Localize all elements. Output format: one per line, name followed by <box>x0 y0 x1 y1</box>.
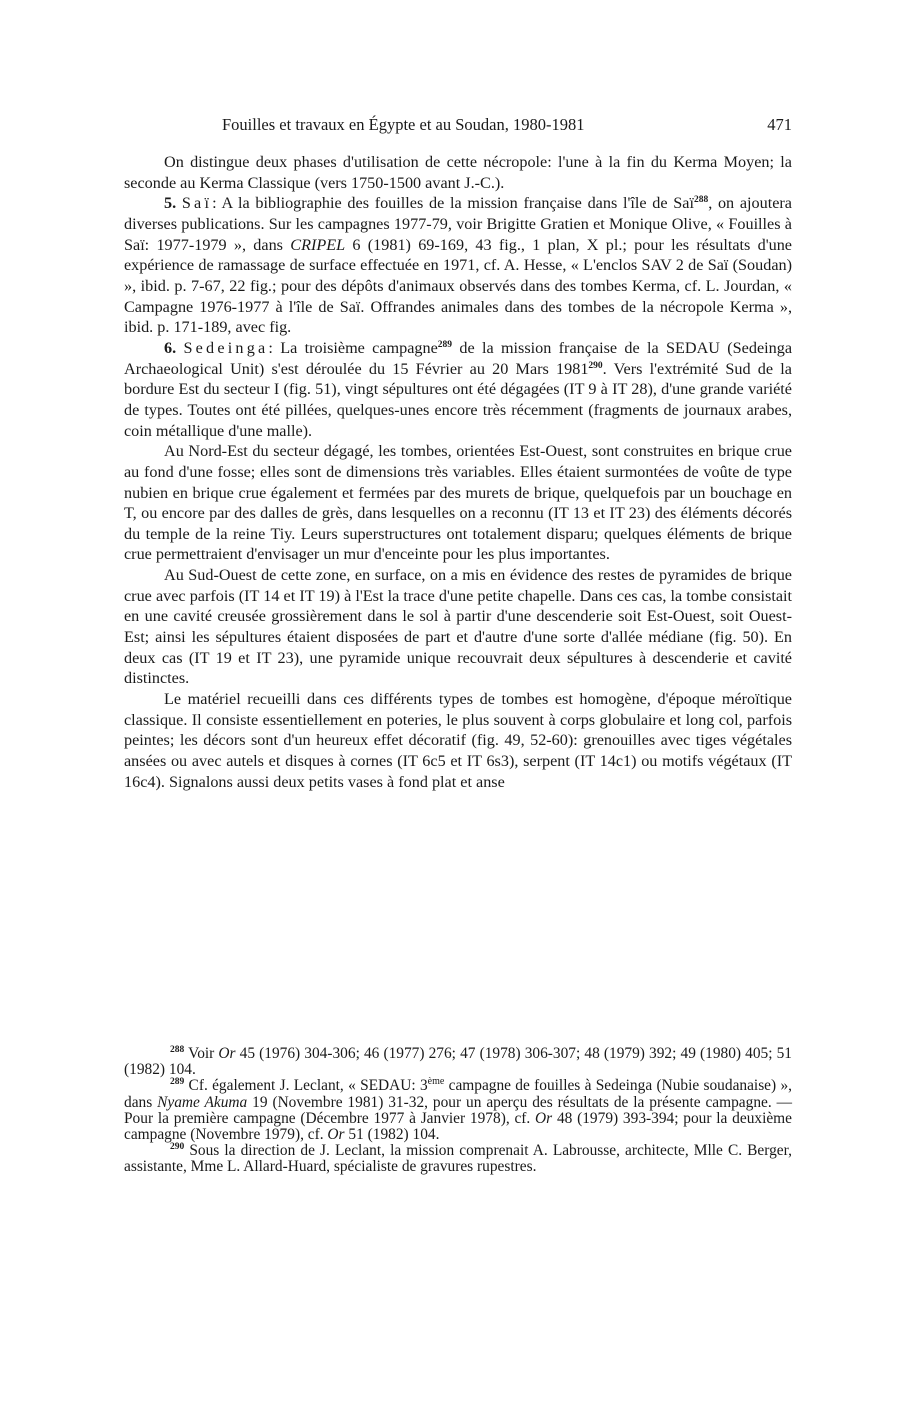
section-number: 5. <box>164 194 177 213</box>
text-run: 6 (1981) 69-169, 43 fig., 1 plan, X pl.; pour les résultats d'une expérience de ramassage de surface effectuée en 1971, cf. A. Hesse, « L'enclos SAV 2 de Saï (Soudan) », ibid. p. 7-67, 22 fig.; pour des dépôts d'animaux observés dans des tombes Kerma, cf. L. Jourdan, « Campagne 1976-1977 à l'île de Saï. Offrandes animales dans des tombes de la nécropole Kerma », ibid. p. 171-189, avec fig. <box>124 235 792 337</box>
paragraph-materiel: Le matériel recueilli dans ces différents types de tombes est homogène, d'époque méroïtique classique. Il consiste essentiellement en poteries, le plus souvent à corps globulaire et long col, parfois peintes; les décors sont d'un heureux effet décoratif (fig. 49, 52-60): grenouilles avec tiges végétales ansées ou avec autels et disques à cornes (IT 6c5 et IT 6s3), serpent (IT 14c1) ou motifs végétaux (IT 16c4). Signalons aussi deux petits vases à fond plat et anse <box>124 690 792 791</box>
paragraph-nord-est: Au Nord-Est du secteur dégagé, les tombes, orientées Est-Ouest, sont construites en brique crue au fond d'une fosse; elles sont de dimensions très variables. Elles étaient surmontées de voûte de type nubien en brique crue également et fermées par des murets de brique, quelquefois par un bouchage en T, ou encore par des dalles de grès, dans lesquelles on a reconnu (IT 13 et IT 23) des éléments décorés du temple de la reine Tiy. Leurs superstructures ont totalement disparu; quelques éléments de brique crue permettraient d'envisager un mur d'enceinte pour les plus importantes. <box>124 442 792 564</box>
journal-title: Or <box>327 1126 345 1144</box>
footnote-289 <box>124 1078 792 1143</box>
footnotes <box>124 1046 792 1176</box>
page-number: 471 <box>767 115 792 134</box>
footnote-288 <box>124 1046 792 1078</box>
text-run: Cf. également J. Leclant, « SEDAU: 3 <box>184 1077 428 1095</box>
text-run: de la mission française de la SEDAU (Sedeinga Archaeological Unit) s'est déroulée du 15 Février au 20 Mars 1981 <box>124 338 793 378</box>
site-name: Sedeinga <box>183 338 269 357</box>
footnote-ref: 289 <box>437 339 453 350</box>
footnote-number: 290 <box>170 1142 185 1153</box>
text-run: : La troisième campagne <box>268 338 438 357</box>
paragraph-sud-ouest: Au Sud-Ouest de cette zone, en surface, on a mis en évidence des restes de pyramides de brique crue avec parfois (IT 14 et IT 19) à l'Est la trace d'une petite chapelle. Dans ces cas, la tombe consistait en une cavité creusée grossièrement dans le sol à partir d'une descenderie soit Est-Ouest, soit Ouest-Est; ainsi les sépultures étaient disposées de part et d'autre d'une sorte d'allée médiane (fig. 50). En deux cas (IT 19 et IT 23), une pyramide unique recouvrait deux sépultures à descenderie et cavité distinctes. <box>124 566 792 688</box>
journal-title: Or <box>218 1045 236 1062</box>
section-6-sedeinga <box>124 338 792 441</box>
text-run: Sous la direction de J. Leclant, la mission comprenait A. Labrousse, architecte, Mlle C. Berger, assistante, Mme L. Allard-Huard, spécialiste de gravures rupestres. <box>124 1142 792 1176</box>
site-name: Saï <box>181 194 213 213</box>
text-run: 51 (1982) 104. <box>344 1126 440 1144</box>
text-run: 45 (1976) 304-306; 46 (1977) 276; 47 (1978) 306-307; 48 (1979) 392; 49 (1980) 405; 51 (1982) 104. <box>124 1045 792 1079</box>
section-number: 6. <box>164 338 177 357</box>
footnote-290 <box>124 1143 792 1175</box>
ordinal-suffix: ème <box>427 1076 445 1088</box>
paragraph-kerma-phases: On distingue deux phases d'utilisation de cette nécropole: l'une à la fin du Kerma Moyen; la seconde au Kerma Classique (vers 1750-1500 avant J.-C.). <box>124 153 792 192</box>
text-run: . Vers l'extrémité Sud de la bordure Est du secteur I (fig. 51), vingt sépultures ont été dégagées (IT 9 à IT 28), d'une grande variété de types. Toutes ont été pillées, quelques-unes encore très récemment (fragments de journaux arabes, coin métallique d'une malle). <box>124 359 792 440</box>
journal-title: Nyame Akuma <box>157 1093 248 1111</box>
journal-title: CRIPEL <box>290 235 346 254</box>
footnote-ref: 290 <box>588 360 603 371</box>
text-run: : A la bibliographie des fouilles de la mission française dans l'île de Saï <box>212 194 694 213</box>
section-5-sai <box>124 193 792 338</box>
running-title: Fouilles et travaux en Égypte et au Soudan, 1980-1981 <box>222 115 585 134</box>
text-run: 48 (1979) 393-394; pour la deuxième campagne (Novembre 1979), cf. <box>124 1109 792 1144</box>
footnote-number: 288 <box>170 1045 185 1055</box>
journal-title: Or <box>535 1109 553 1127</box>
text-run: Voir <box>184 1045 219 1062</box>
text-run: campagne de fouilles à Sedeinga (Nubie soudanaise) », dans <box>124 1077 792 1111</box>
footnote-number: 289 <box>170 1077 185 1088</box>
footnote-ref: 288 <box>693 195 709 206</box>
text-run: , on ajoutera diverses publications. Sur les campagnes 1977-79, voir Brigitte Gratien et Monique Olive, « Fouilles à Saï: 1977-1979 », dans <box>124 194 792 254</box>
main-text <box>124 152 792 792</box>
text-run: 19 (Novembre 1981) 31-32, pour un aperçu des résultats de la présente campagne. — Pour la première campagne (Décembre 1977 à Janvier 1978), cf. <box>124 1093 793 1127</box>
